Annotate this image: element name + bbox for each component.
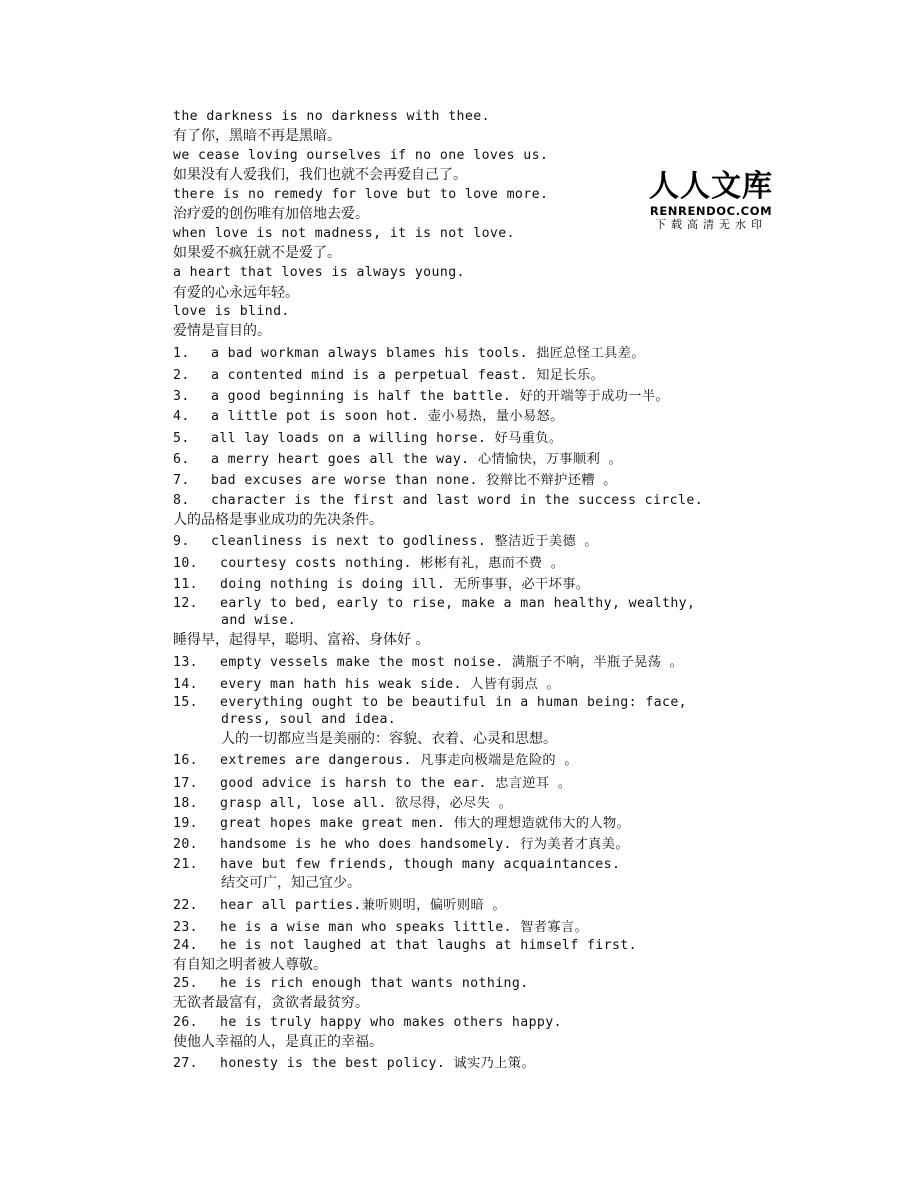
proverb-continuation: dress, soul and idea. <box>221 712 397 727</box>
intro-line: 爱情是盲目的。 <box>173 323 271 339</box>
proverb-text: a bad workman always blames his tools. 拙匠总怪工具差。 <box>211 346 645 361</box>
proverb-text: empty vessels make the most noise. 满瓶子不响，半瓶子晃荡 。 <box>220 655 684 670</box>
proverb-number: 24. <box>173 938 199 953</box>
proverb-item <box>173 1014 562 1032</box>
proverb-text: honesty is the best policy. 诚实乃上策。 <box>220 1056 536 1071</box>
proverb-item <box>173 676 560 694</box>
proverb-number: 26. <box>173 1015 199 1030</box>
proverb-translation: 人的品格是事业成功的先决条件。 <box>173 512 383 528</box>
proverb-item <box>173 937 637 955</box>
proverb-number: 16. <box>173 753 199 768</box>
proverb-text: a merry heart goes all the way. 心情愉快，万事顺利 。 <box>211 452 623 467</box>
proverb-item <box>173 975 529 993</box>
proverb-item <box>173 815 630 833</box>
proverb-text: great hopes make great men. 伟大的理想造就伟大的人物。 <box>220 816 631 831</box>
proverb-item <box>173 654 683 672</box>
proverb-item <box>173 388 669 406</box>
intro-line: 治疗爱的创伤唯有加倍地去爱。 <box>173 206 369 222</box>
proverb-number: 4. <box>173 409 190 424</box>
proverb-text: early to bed, early to rise, make a man healthy, wealthy, <box>220 596 696 611</box>
proverb-number: 20. <box>173 837 199 852</box>
proverb-text: doing nothing is doing ill. 无所事事，必干坏事。 <box>220 577 590 592</box>
proverb-item <box>173 451 622 469</box>
watermark-url: RENRENDOC.COM <box>649 204 773 218</box>
proverb-text: every man hath his weak side. 人皆有弱点 。 <box>220 677 561 692</box>
proverb-item <box>173 897 506 915</box>
proverb-item <box>173 345 645 363</box>
proverb-number: 8. <box>173 493 190 508</box>
intro-line: when love is not madness, it is not love. <box>173 226 515 241</box>
proverb-item <box>173 492 703 510</box>
proverb-number: 2. <box>173 368 190 383</box>
proverb-number: 27. <box>173 1056 199 1071</box>
intro-line: we cease loving ourselves if no one loves us. <box>173 148 549 163</box>
proverb-translation: 睡得早，起得早，聪明、富裕、身体好 。 <box>173 632 430 648</box>
proverb-number: 18. <box>173 796 199 811</box>
proverb-text: grasp all, lose all. 欲尽得，必尽失 。 <box>220 796 513 811</box>
proverb-number: 22. <box>173 898 199 913</box>
proverb-item <box>173 856 620 874</box>
proverb-text: everything ought to be beautiful in a human being: face, <box>220 695 688 710</box>
proverb-item <box>173 576 589 594</box>
proverb-translation: 无欲者最富有，贪欲者最贫穷。 <box>173 995 369 1011</box>
proverb-item <box>173 533 598 551</box>
proverb-number: 3. <box>173 389 190 404</box>
intro-line: 有了你，黑暗不再是黑暗。 <box>173 128 341 144</box>
proverb-number: 25. <box>173 976 199 991</box>
proverb-text: courtesy costs nothing. 彬彬有礼，惠而不费 。 <box>220 556 565 571</box>
intro-line: 如果没有人爱我们，我们也就不会再爱自己了。 <box>173 167 467 183</box>
proverb-item <box>173 919 588 937</box>
proverb-item <box>173 752 578 770</box>
proverb-translation: 使他人幸福的人，是真正的幸福。 <box>173 1034 383 1050</box>
proverb-number: 6. <box>173 452 190 467</box>
proverb-item <box>173 430 562 448</box>
proverb-number: 10. <box>173 556 199 571</box>
proverb-text: good advice is harsh to the ear. 忠言逆耳 。 <box>220 776 572 791</box>
proverb-item <box>173 1055 535 1073</box>
proverb-text: a little pot is soon hot. 壶小易热，量小易怒。 <box>211 409 564 424</box>
proverb-item <box>173 775 571 793</box>
proverb-number: 12. <box>173 596 199 611</box>
watermark-title: 人人文库 <box>649 169 773 204</box>
proverb-number: 14. <box>173 677 199 692</box>
proverb-item <box>173 408 564 426</box>
proverb-number: 23. <box>173 920 199 935</box>
proverb-translation: 人的一切都应当是美丽的：容貌、衣着、心灵和思想。 <box>221 731 557 747</box>
proverb-text: hear all parties.兼听则明，偏听则暗 。 <box>220 898 506 913</box>
watermark-subtitle: 下载高清无水印 <box>655 218 767 231</box>
proverb-number: 21. <box>173 857 199 872</box>
proverb-number: 11. <box>173 577 199 592</box>
proverb-item <box>173 595 695 613</box>
proverb-translation: 结交可广，知己宜少。 <box>221 875 361 891</box>
proverb-text: he is rich enough that wants nothing. <box>220 976 529 991</box>
proverb-item <box>173 694 687 712</box>
proverb-item <box>173 795 512 813</box>
proverb-translation: 有自知之明者被人尊敬。 <box>173 957 327 973</box>
proverb-number: 17. <box>173 776 199 791</box>
proverb-item <box>173 836 629 854</box>
proverb-number: 19. <box>173 816 199 831</box>
intro-line: there is no remedy for love but to love more. <box>173 187 549 202</box>
proverb-continuation: and wise. <box>221 613 297 628</box>
proverb-number: 15. <box>173 695 199 710</box>
proverb-text: a contented mind is a perpetual feast. 知足长乐。 <box>211 368 605 383</box>
proverb-text: he is not laughed at that laughs at himself first. <box>220 938 637 953</box>
proverb-item <box>173 367 604 385</box>
proverb-item <box>173 555 564 573</box>
proverb-text: character is the first and last word in the success circle. <box>211 493 704 508</box>
proverb-item <box>173 472 617 490</box>
intro-line: a heart that loves is always young. <box>173 265 465 280</box>
proverb-number: 7. <box>173 473 190 488</box>
proverb-number: 13. <box>173 655 199 670</box>
proverb-text: handsome is he who does handsomely. 行为美者才真美。 <box>220 837 629 852</box>
watermark-logo <box>646 170 776 232</box>
proverb-text: cleanliness is next to godliness. 整洁近于美德 。 <box>211 534 598 549</box>
proverb-text: a good beginning is half the battle. 好的开端等于成功一半。 <box>211 389 670 404</box>
proverb-text: bad excuses are worse than none. 狡辩比不辩护还糟 。 <box>211 473 617 488</box>
proverb-text: extremes are dangerous. 凡事走向极端是危险的 。 <box>220 753 578 768</box>
intro-line: the darkness is no darkness with thee. <box>173 109 490 124</box>
proverb-text: he is truly happy who makes others happy. <box>220 1015 562 1030</box>
intro-line: love is blind. <box>173 304 290 319</box>
proverb-number: 1. <box>173 346 190 361</box>
proverb-text: he is a wise man who speaks little. 智者寡言。 <box>220 920 589 935</box>
proverb-text: all lay loads on a willing horse. 好马重负。 <box>211 431 563 446</box>
proverb-text: have but few friends, though many acquaintances. <box>220 857 621 872</box>
intro-line: 如果爱不疯狂就不是爱了。 <box>173 245 341 261</box>
proverb-number: 5. <box>173 431 190 446</box>
proverb-number: 9. <box>173 534 190 549</box>
intro-line: 有爱的心永远年轻。 <box>173 285 299 301</box>
